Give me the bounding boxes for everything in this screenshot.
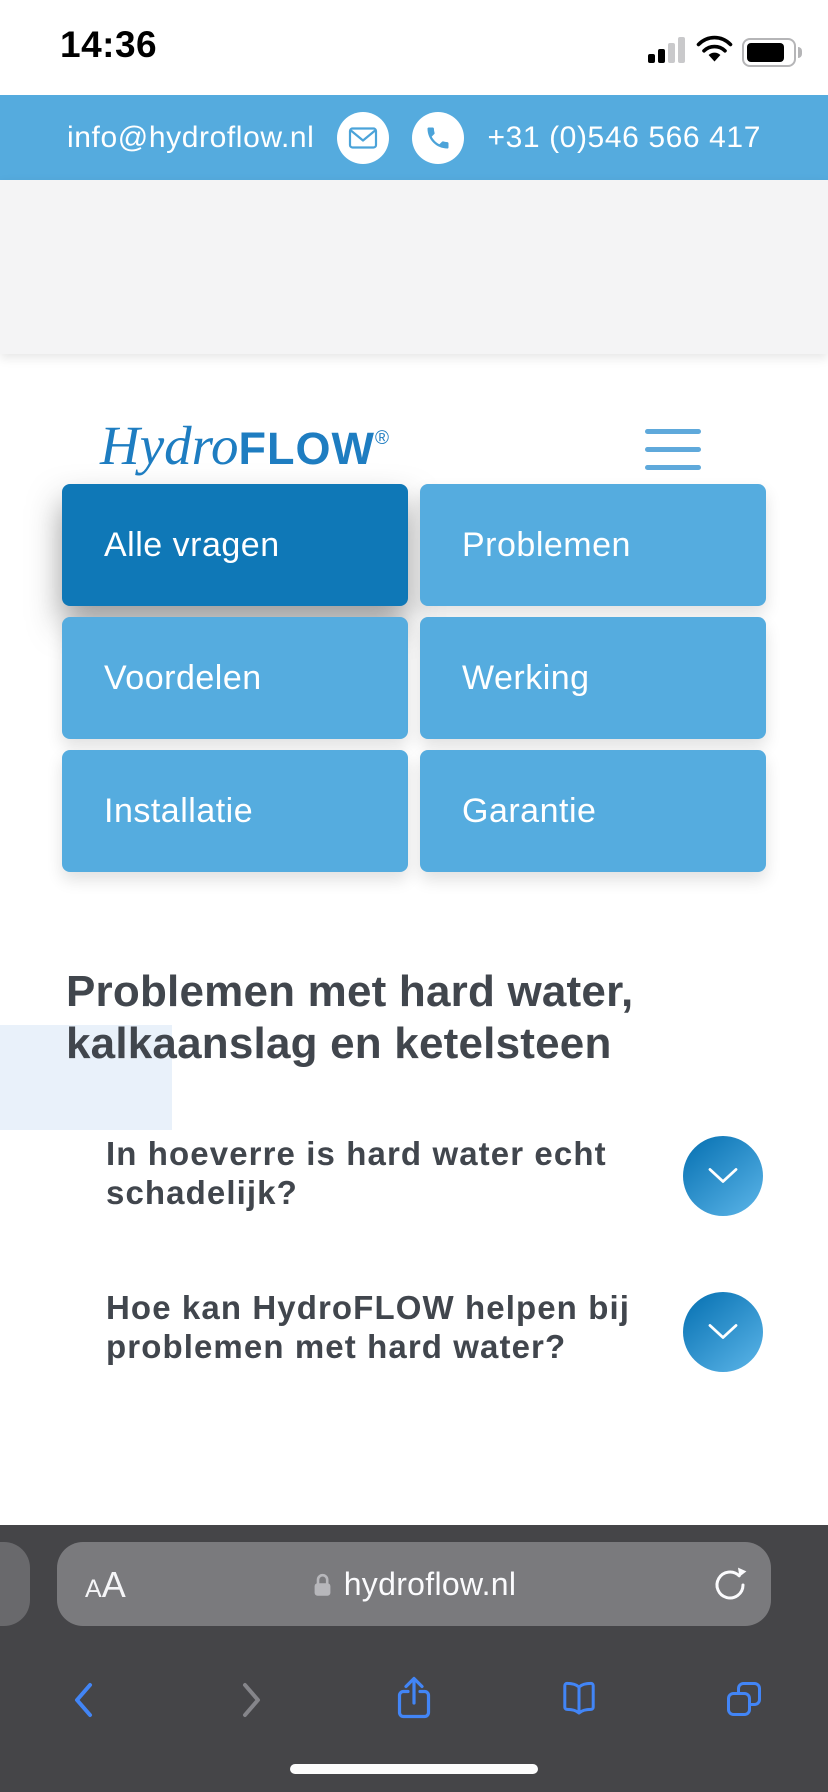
- category-button-alle-vragen[interactable]: Alle vragen: [62, 484, 408, 606]
- clock: 14:36: [60, 24, 158, 65]
- wifi-icon: [696, 35, 733, 68]
- logo-flow-text: FLOW: [238, 423, 375, 474]
- url-text: hydroflow.nl: [343, 1565, 517, 1602]
- reload-button[interactable]: [711, 1564, 749, 1609]
- faq-question-1[interactable]: In hoeverre is hard water echt schadelijk?: [106, 1135, 607, 1211]
- logo-hydro-text: Hydro: [100, 415, 239, 476]
- contact-phone-link[interactable]: +31 (0)546 566 417: [487, 120, 761, 154]
- faq-expand-button-2[interactable]: [683, 1292, 763, 1372]
- bookmarks-button[interactable]: [551, 1672, 607, 1728]
- registered-trademark: ®: [374, 428, 389, 449]
- category-button-werking[interactable]: Werking: [420, 617, 766, 739]
- page-content: [0, 354, 828, 1525]
- open-book-icon: [551, 1672, 607, 1728]
- share-icon: [386, 1672, 442, 1728]
- chevron-down-icon: [706, 1322, 740, 1342]
- forward-button-disabled[interactable]: [222, 1672, 278, 1728]
- category-button-installatie[interactable]: Installatie: [62, 750, 408, 872]
- reader-a-small: A: [85, 1575, 102, 1603]
- chevron-down-icon: [706, 1166, 740, 1186]
- category-button-problemen[interactable]: Problemen: [420, 484, 766, 606]
- tabs-button[interactable]: [716, 1672, 772, 1728]
- phone-icon: [424, 124, 452, 152]
- section-heading: Problemen met hard water, kalkaanslag en ketelsteen: [66, 967, 634, 1068]
- status-bar: [0, 0, 828, 95]
- url-display: [57, 1542, 771, 1626]
- faq-question-2[interactable]: Hoe kan HydroFLOW helpen bij problemen met hard water?: [106, 1289, 630, 1365]
- lock-icon: [312, 1571, 333, 1598]
- chevron-left-icon: [57, 1672, 113, 1728]
- phone-button[interactable]: [412, 112, 464, 164]
- hamburger-menu-icon[interactable]: [645, 429, 701, 483]
- email-button[interactable]: [337, 112, 389, 164]
- reader-a-big: A: [101, 1564, 126, 1605]
- adjacent-tab-edge[interactable]: [0, 1542, 30, 1626]
- address-bar[interactable]: [57, 1542, 771, 1626]
- site-header: [0, 180, 828, 476]
- safari-bottom-bar: [0, 1525, 828, 1792]
- chevron-right-icon: [222, 1672, 278, 1728]
- category-button-voordelen[interactable]: Voordelen: [62, 617, 408, 739]
- contact-topbar: [0, 95, 828, 180]
- contact-email-link[interactable]: info@hydroflow.nl: [67, 120, 315, 154]
- hydroflow-logo[interactable]: [100, 414, 389, 477]
- back-button[interactable]: [57, 1672, 113, 1728]
- cellular-signal-icon: [648, 37, 685, 63]
- battery-icon: [742, 38, 796, 67]
- faq-expand-button-1[interactable]: [683, 1136, 763, 1216]
- share-button[interactable]: [386, 1672, 442, 1728]
- envelope-icon: [348, 126, 378, 150]
- tabs-icon: [716, 1672, 772, 1728]
- faq-category-grid: [62, 484, 766, 872]
- home-indicator[interactable]: [290, 1764, 538, 1774]
- category-button-garantie[interactable]: Garantie: [420, 750, 766, 872]
- reload-icon: [711, 1564, 749, 1604]
